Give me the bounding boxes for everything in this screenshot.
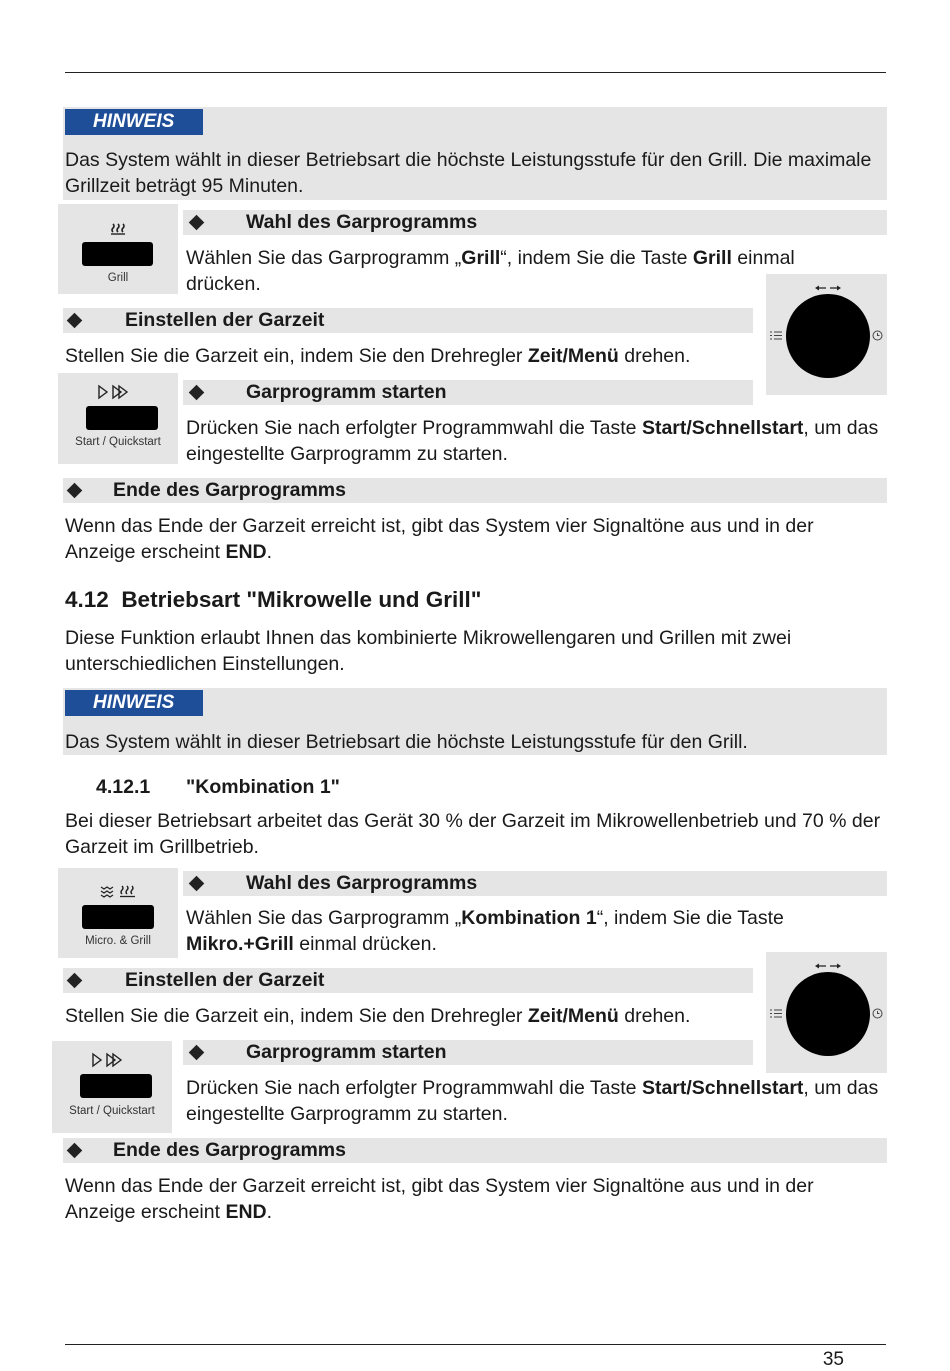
step-bar-garzeit (63, 968, 753, 993)
step-bar-ende (63, 1138, 887, 1163)
subsection-intro: Bei dieser Betriebsart arbeitet das Gerät 30 % der Garzeit im Mikrowellenbetrieb und 70 % der Garzeit im Grillbetrieb. (65, 810, 881, 858)
step-text: Wählen Sie das Garprogramm „Grill“, indem Sie die Taste Grill einmal drücken. (186, 247, 795, 295)
step-text: Stellen Sie die Garzeit ein, indem Sie den Drehregler Zeit/Menü drehen. (65, 1005, 691, 1027)
rotate-arrows-icon (814, 962, 842, 970)
step-title: Ende des Garprogramms (113, 1139, 346, 1161)
start-button-illustration (58, 373, 178, 464)
step-bar-wahl (183, 871, 887, 896)
diamond-bullet-icon (67, 973, 83, 989)
clock-icon (872, 1008, 883, 1019)
step-title: Wahl des Garprogramms (246, 872, 478, 894)
step-bar-ende (63, 478, 887, 503)
page-number: 35 (822, 1349, 844, 1370)
step-title: Einstellen der Garzeit (125, 309, 325, 331)
grill-button-caption: Grill (107, 272, 129, 284)
micro-grill-button-caption: Micro. & Grill (85, 935, 151, 947)
rotate-arrows-icon (814, 284, 842, 292)
grill-icon (58, 222, 178, 240)
diamond-bullet-icon (189, 876, 205, 892)
micro-grill-key (82, 905, 154, 929)
diamond-bullet-icon (189, 215, 205, 231)
start-button-caption: Start / Quickstart (75, 436, 161, 448)
diamond-bullet-icon (189, 385, 205, 401)
knob (786, 294, 870, 378)
step-text: Drücken Sie nach erfolgter Programmwahl die Taste Start/Schnellstart, um das eingestellte Garprogramm zu starten. (186, 1077, 879, 1125)
microwave-grill-icon (58, 884, 178, 903)
diamond-bullet-icon (67, 483, 83, 499)
step-bar-starten (183, 380, 753, 405)
time-menu-knob-illustration (766, 274, 887, 395)
step-bar-wahl (183, 210, 887, 235)
subsection-title: "Kombination 1" (186, 776, 340, 798)
step-text: Wenn das Ende der Garzeit erreicht ist, gibt das System vier Signaltöne aus und in der Anzeige erscheint END. (65, 515, 814, 563)
start-button-caption: Start / Quickstart (69, 1105, 155, 1117)
step-text: Stellen Sie die Garzeit ein, indem Sie den Drehregler Zeit/Menü drehen. (65, 345, 691, 367)
note-badge: HINWEIS (65, 690, 203, 716)
play-icon (48, 1052, 168, 1073)
step-title: Wahl des Garprogramms (246, 211, 478, 233)
step-title: Garprogramm starten (246, 1041, 447, 1063)
step-text: Drücken Sie nach erfolgter Programmwahl die Taste Start/Schnellstart, um das eingestellte Garprogramm zu starten. (186, 417, 879, 465)
step-text: Wenn das Ende der Garzeit erreicht ist, gibt das System vier Signaltöne aus und in der Anzeige erscheint END. (65, 1175, 814, 1223)
grill-key (82, 242, 153, 266)
play-icon (54, 384, 174, 405)
start-key (86, 406, 158, 430)
micro-grill-button-illustration (58, 868, 178, 958)
note-text: Das System wählt in dieser Betriebsart die höchste Leistungsstufe für den Grill. Die maximale Grillzeit beträgt 95 Minuten. (65, 149, 872, 197)
clock-icon (872, 330, 883, 341)
diamond-bullet-icon (189, 1045, 205, 1061)
step-title: Garprogramm starten (246, 381, 447, 403)
step-title: Einstellen der Garzeit (125, 969, 325, 991)
footer-rule (65, 1344, 886, 1345)
section-intro: Diese Funktion erlaubt Ihnen das kombinierte Mikrowellengaren und Grillen mit zwei unterschiedlichen Einstellungen. (65, 627, 792, 675)
step-bar-starten (183, 1040, 753, 1065)
knob (786, 972, 870, 1056)
step-bar-garzeit (63, 308, 753, 333)
diamond-bullet-icon (67, 1143, 83, 1159)
step-title: Ende des Garprogramms (113, 479, 346, 501)
diamond-bullet-icon (67, 313, 83, 329)
subsection-heading: 4.12.1 (96, 776, 151, 798)
note-badge: HINWEIS (65, 109, 203, 135)
start-button-illustration (52, 1041, 172, 1133)
start-key (80, 1074, 152, 1098)
time-menu-knob-illustration (766, 952, 887, 1073)
section-heading: 4.12 Betriebsart "Mikrowelle und Grill" (65, 587, 482, 612)
note-text: Das System wählt in dieser Betriebsart die höchste Leistungsstufe für den Grill. (65, 731, 748, 753)
menu-icon (770, 331, 782, 340)
menu-icon (770, 1009, 782, 1018)
grill-button-illustration (58, 204, 178, 294)
header-rule (65, 72, 886, 73)
step-text: Wählen Sie das Garprogramm „Kombination 1“, indem Sie die Taste Mikro.+Grill einmal drücken. (186, 907, 784, 955)
